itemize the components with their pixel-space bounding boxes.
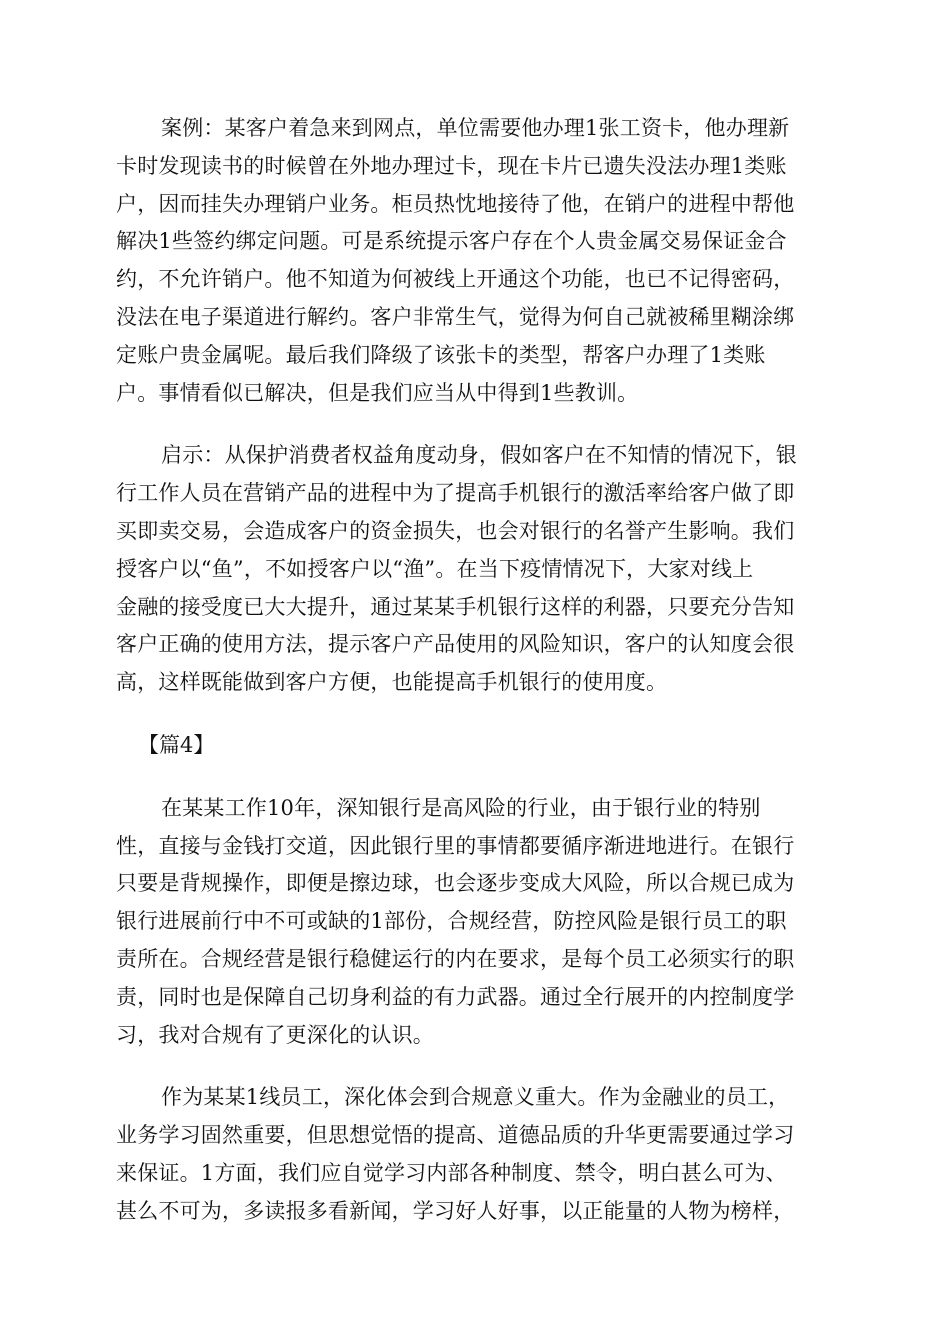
text-line: 在某某工作10年，深知银行是高风险的行业，由于银行业的特别 <box>161 795 761 820</box>
text-line: 没法在电子渠道进行解约。客户非常生气，觉得为何自己就被稀里糊涂绑 <box>116 304 795 329</box>
text-line: 来保证。1方面，我们应自觉学习内部各种制度、禁令，明白甚么可为、 <box>116 1160 787 1185</box>
section-paragraph <box>116 790 832 1055</box>
text-line: 约，不允许销户。他不知道为何被线上开通这个功能，也已不记得密码， <box>116 267 795 292</box>
text-line: 授客户以“鱼”，不如授客户以“渔”。在当下疫情情况下，大家对线上 <box>116 556 754 581</box>
text-line: 责，同时也是保障自己切身利益的有力武器。通过全行展开的内控制度学 <box>116 984 795 1009</box>
text-line: 业务学习固然重要，但思想觉悟的提高、道德品质的升华更需要通过学习 <box>116 1123 795 1148</box>
text-line: 责所在。合规经营是银行稳健运行的内在要求，是每个员工必须实行的职 <box>116 946 795 971</box>
insight-paragraph <box>116 437 832 702</box>
text-line: 行工作人员在营销产品的进程中为了提高手机银行的激活率给客户做了即 <box>116 481 795 506</box>
text-line: 案例：某客户着急来到网点，单位需要他办理1张工资卡，他办理新 <box>161 116 790 140</box>
text-line: 卡时发现读书的时候曾在外地办理过卡，现在卡片已遗失没法办理1类账 <box>116 153 787 178</box>
section-heading: 【篇4】 <box>138 732 215 757</box>
case-paragraph <box>116 110 832 412</box>
text-line: 户。事情看似已解决，但是我们应当从中得到1些教训。 <box>116 380 639 405</box>
document-body <box>116 110 832 1256</box>
text-line: 买即卖交易，会造成客户的资金损失，也会对银行的名誉产生影响。我们 <box>116 518 795 543</box>
text-line: 高，这样既能做到客户方便，也能提高手机银行的使用度。 <box>116 670 668 695</box>
text-line: 定账户贵金属呢。最后我们降级了该张卡的类型，帮客户办理了1类账 <box>116 342 766 367</box>
text-line: 习，我对合规有了更深化的认识。 <box>116 1022 434 1047</box>
text-line: 性，直接与金钱打交道，因此银行里的事情都要循序渐进地进行。在银行 <box>116 833 795 858</box>
text-line: 作为某某1线员工，深化体会到合规意义重大。作为金融业的员工， <box>161 1085 790 1110</box>
text-line: 金融的接受度已大大提升，通过某某手机银行这样的利器，只要充分告知 <box>116 594 795 619</box>
text-line: 户，因而挂失办理销户业务。柜员热忱地接待了他，在销户的进程中帮他 <box>116 191 795 216</box>
text-line: 启示：从保护消费者权益角度动身，假如客户在不知情的情况下，银 <box>161 443 797 468</box>
text-line: 客户正确的使用方法，提示客户产品使用的风险知识，客户的认知度会很 <box>116 632 795 657</box>
section-paragraph <box>116 1079 832 1230</box>
text-line: 甚么不可为，多读报多看新闻，学习好人好事，以正能量的人物为榜样， <box>116 1198 795 1223</box>
text-line: 解决1些签约绑定问题。可是系统提示客户存在个人贵金属交易保证金合 <box>116 229 787 254</box>
text-line: 只要是背规操作，即便是擦边球，也会逐步变成大风险，所以合规已成为 <box>116 871 795 896</box>
text-line: 银行进展前行中不可或缺的1部份，合规经营，防控风险是银行员工的职 <box>116 909 787 934</box>
